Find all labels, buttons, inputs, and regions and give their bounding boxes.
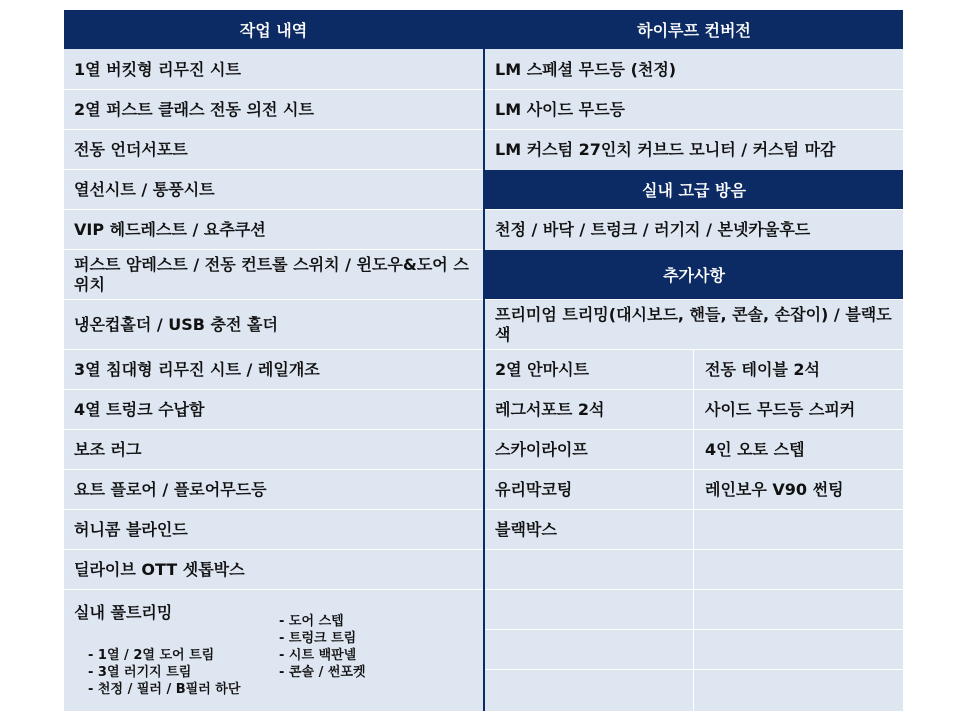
left-row: 허니콤 블라인드 — [74, 519, 188, 539]
extra-item: 블랙박스 — [495, 519, 557, 539]
row-divider — [485, 209, 903, 210]
row-divider — [485, 629, 903, 630]
row-divider — [485, 509, 903, 510]
row-divider — [64, 129, 483, 130]
row-divider — [485, 89, 903, 90]
trimming-sub-item: - 천정 / 필러 / B필러 하단 — [88, 682, 241, 697]
extra-item: 전동 테이블 2석 — [705, 359, 821, 379]
row-divider — [485, 349, 903, 350]
row-divider — [64, 209, 483, 210]
left-row: 열선시트 / 통풍시트 — [74, 179, 215, 199]
extra-item: 레그서포트 2석 — [495, 399, 605, 419]
extra-item: 스카이라이프 — [495, 439, 588, 459]
left-row: 3열 침대형 리무진 시트 / 레일개조 — [74, 359, 320, 379]
row-divider — [485, 429, 903, 430]
trimming-sub-item: - 3열 러기지 트림 — [88, 665, 192, 680]
left-row: 1열 버킷형 리무진 시트 — [74, 59, 241, 79]
extra-item — [695, 510, 903, 549]
row-divider — [64, 389, 483, 390]
row-divider — [485, 589, 903, 590]
left-row: 전동 언더서포트 — [74, 139, 188, 159]
row-divider — [64, 589, 483, 590]
left-row: 2열 퍼스트 클래스 전동 의전 시트 — [74, 99, 314, 119]
row-divider — [485, 549, 903, 550]
left-header: 작업 내역 — [64, 10, 483, 49]
right-header-extras: 추가사항 — [485, 250, 903, 299]
row-divider — [64, 549, 483, 550]
extra-item: 2열 안마시트 — [495, 359, 589, 379]
left-row: 4열 트렁크 수납함 — [74, 399, 205, 419]
left-row: 요트 플로어 / 플로어무드등 — [74, 479, 267, 499]
premium-row: 프리미엄 트리밍(대시보드, 핸들, 콘솔, 손잡이) / 블랙도색 — [495, 304, 892, 344]
center-divider — [483, 10, 485, 711]
row-divider — [485, 669, 903, 670]
left-row: 딜라이브 OTT 셋톱박스 — [74, 559, 245, 579]
trimming-sub-item: - 콘솔 / 썬포켓 — [279, 665, 366, 680]
row-divider — [64, 469, 483, 470]
row-divider — [64, 299, 483, 300]
row-divider — [64, 89, 483, 90]
row-divider — [64, 249, 483, 250]
soundproof-row: 천정 / 바닥 / 트렁크 / 러기지 / 본넷카울후드 — [495, 219, 811, 239]
left-row: VIP 헤드레스트 / 요추쿠션 — [74, 219, 266, 239]
row-divider — [64, 169, 483, 170]
row-divider — [64, 429, 483, 430]
extra-item: 사이드 무드등 스피커 — [705, 399, 856, 419]
work-table — [64, 10, 903, 711]
left-row: 퍼스트 암레스트 / 전동 컨트롤 스위치 / 윈도우&도어 스위치 — [74, 254, 469, 294]
extra-item: 유리막코팅 — [495, 479, 573, 499]
extra-item: 레인보우 V90 썬팅 — [705, 479, 844, 499]
left-row: 보조 러그 — [74, 439, 142, 459]
trimming-sub-item: - 도어 스텝 — [279, 614, 344, 629]
trimming-sub-item: - 1열 / 2열 도어 트림 — [88, 648, 215, 663]
conversion-row: LM 사이드 무드등 — [495, 99, 625, 119]
trimming-title: 실내 풀트리밍 — [74, 603, 173, 622]
right-header-soundproof: 실내 고급 방음 — [485, 170, 903, 209]
trimming-cell — [64, 590, 483, 711]
extra-item: 4인 오토 스텝 — [705, 439, 805, 459]
row-divider — [64, 349, 483, 350]
row-divider — [485, 469, 903, 470]
row-divider — [485, 389, 903, 390]
row-divider — [485, 299, 903, 300]
conversion-row: LM 스페셜 무드등 (천정) — [495, 59, 677, 79]
right-header-conversion: 하이루프 컨버전 — [485, 10, 903, 49]
trimming-sub-item: - 트렁크 트림 — [279, 631, 357, 646]
row-divider — [64, 509, 483, 510]
row-divider — [485, 129, 903, 130]
conversion-row: LM 커스텀 27인치 커브드 모니터 / 커스텀 마감 — [495, 139, 836, 159]
extras-divider — [693, 350, 694, 711]
trimming-sub-item: - 시트 백판넬 — [279, 648, 357, 663]
left-row: 냉온컵홀더 / USB 충전 홀더 — [74, 314, 278, 334]
